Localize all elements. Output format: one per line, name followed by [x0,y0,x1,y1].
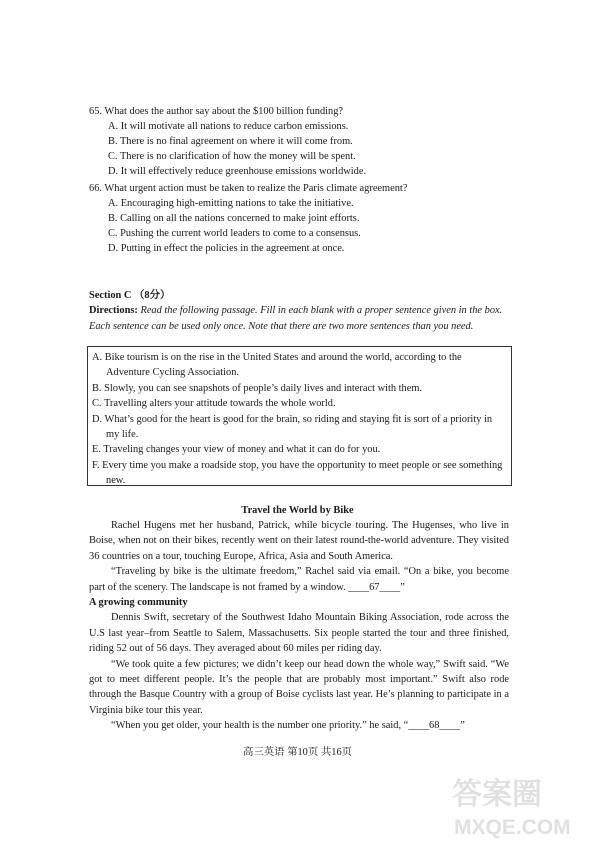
article-paragraph: “When you get older, your health is the number one priority.” he said, “____68____” [111,720,465,732]
option-c: C. Pushing the current world leaders to come to a consensus. [108,228,361,239]
page-footer: 高三英语 第10页 共16页 [242,747,353,758]
watermark-logo [448,768,593,842]
box-option-e: E. Traveling changes your view of money and what it can do for you. [92,444,381,456]
sentence-options-box [87,346,512,486]
option-a: A. Encouraging high-emitting nations to take the initiative. [108,198,354,209]
article-paragraph: “We took quite a few pictures; we didn’t keep our head down the whole way,” Swift said. “We got to meet different people. It’s the people that are probably most important.” Swift also rode through the Basque Country with a group of Boise cyclists last year. He’s planning to participate in a Virginia bike tour this year. [89,658,509,716]
watermark-text-bottom: MXQE.COM [454,816,571,839]
section-directions [89,303,519,334]
section-title: Section C （8分） [89,290,171,301]
article-paragraph: Dennis Swift, secretary of the Southwest Idaho Mountain Biking Association, rode across the U.S last year–from Seattle to Salem, Massachusetts. Six people started the tour and three finished, riding 52 out of 56 days. They averaged about 60 miles per riding day. [89,612,509,655]
option-d: D. It will effectively reduce greenhouse emissions worldwide. [108,166,367,177]
option-b: B. Calling on all the nations concerned to make joint efforts. [108,213,360,224]
directions-text: Read the following passage. Fill in each blank with a proper sentence given in the box. Each sentence can be used only once. Note that there are two more sentences than you need. [89,305,503,332]
question-66 [89,181,519,256]
question-stem: 65. What does the author say about the $100 billion funding? [89,106,344,117]
article-paragraph: “Traveling by bike is the ultimate freedom,” Rachel said via email. “On a bike, you become part of the scenery. The landscape is not framed by a window. ____67____” [89,566,509,593]
option-c: C. There is no clarification of how the money will be spent. [108,151,356,162]
question-65 [89,104,519,179]
box-option-d-continued: my life. [106,429,139,441]
article-title: Travel the World by Bike [241,505,354,516]
box-option-a-continued: Adventure Cycling Association. [106,367,240,379]
box-option-f-continued: new. [106,475,126,487]
box-option-a: A. Bike tourism is on the rise in the United States and around the world, according to the [92,352,462,363]
article-body [89,518,509,734]
option-b: B. There is no final agreement on where it will come from. [108,136,353,147]
watermark-text-top: 答案圈 [452,778,542,811]
option-d: D. Putting in effect the policies in the agreement at once. [108,243,345,254]
box-option-f: F. Every time you make a roadside stop, you have the opportunity to meet people or see something [92,459,503,471]
question-stem: 66. What urgent action must be taken to realize the Paris climate agreement? [89,183,408,194]
box-option-d: D. What’s good for the heart is good for the brain, so riding and staying fit is sort of a priority in [92,413,493,425]
box-option-c: C. Travelling alters your attitude towards the whole world. [92,398,336,410]
directions-label: Directions: [89,305,138,316]
option-a: A. It will motivate all nations to reduce carbon emissions. [108,121,349,132]
box-option-b: B. Slowly, you can see snapshots of people’s daily lives and interact with them. [92,382,423,394]
article-subheading: A growing community [89,597,188,609]
article-paragraph: Rachel Hugens met her husband, Patrick, while bicycle touring. The Hugenses, who live in Boise, when not on their bikes, recently went on their latest round-the-world adventure. They visited 36 countries on a tour, touching Europe, Africa, Asia and South America. [89,520,509,562]
